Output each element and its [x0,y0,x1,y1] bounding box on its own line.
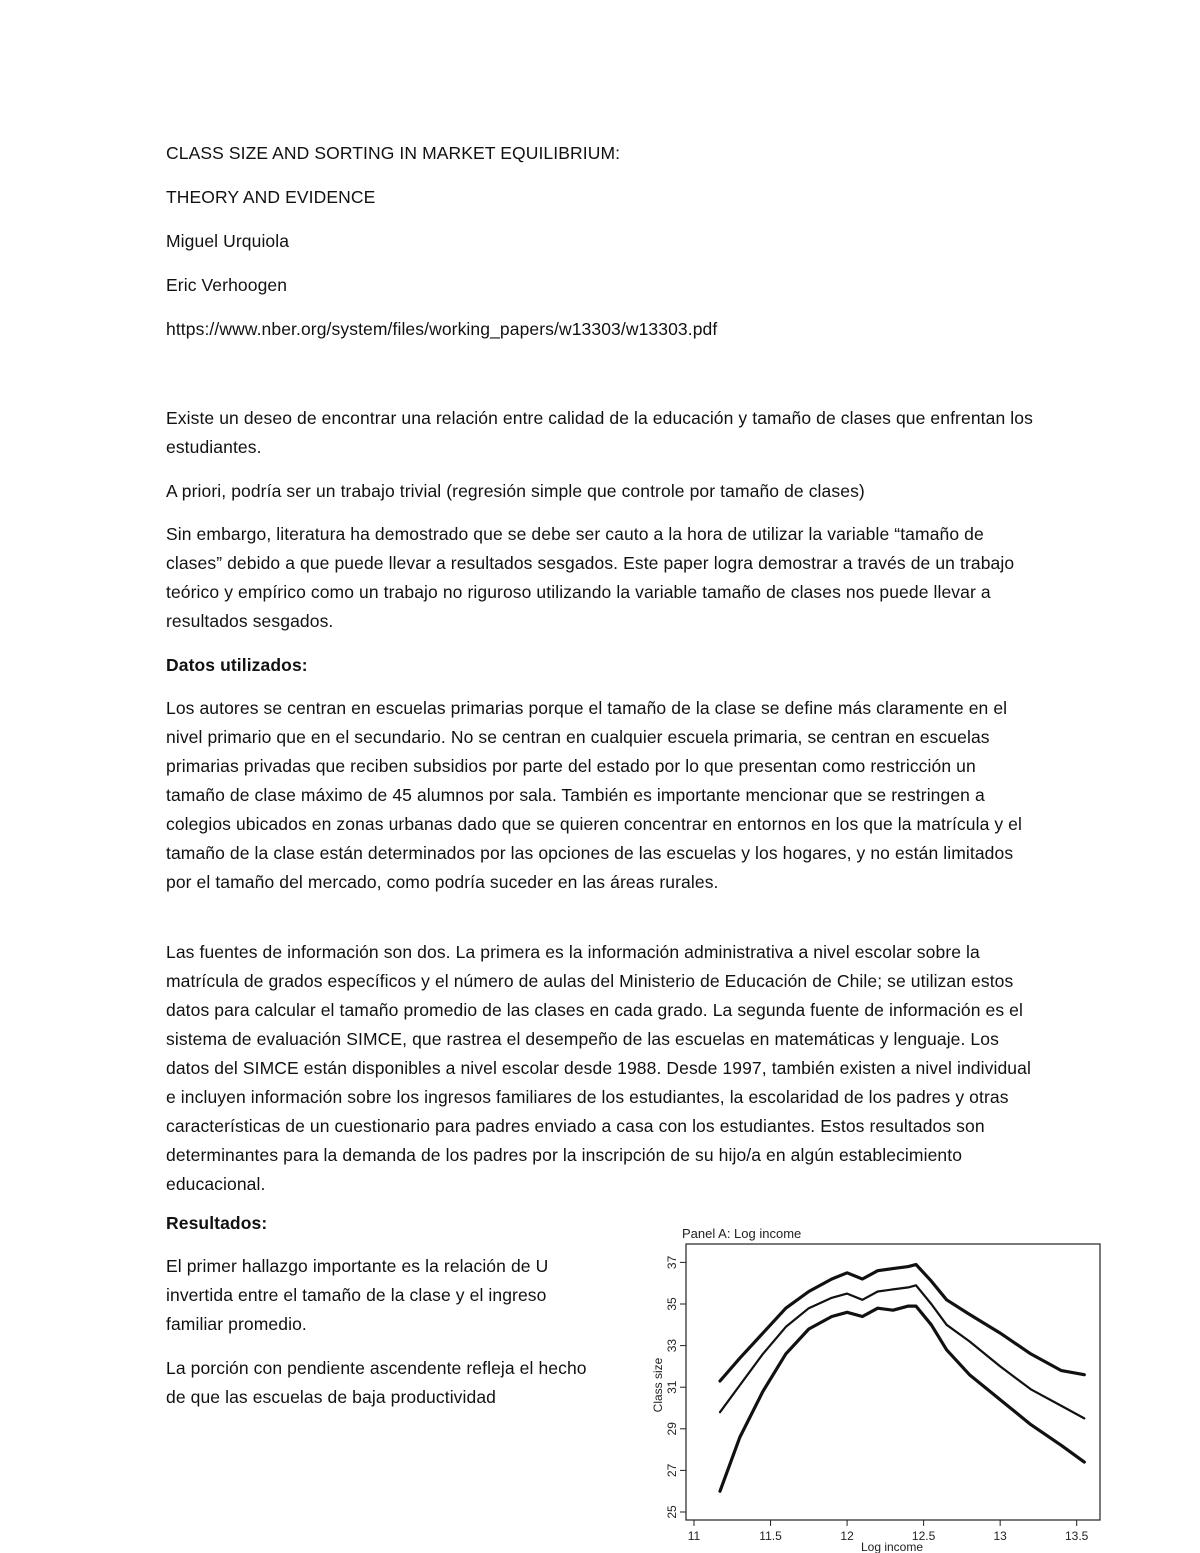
x-tick-label: 12 [840,1529,854,1543]
paragraph-intro: Existe un deseo de encontrar una relación entre calidad de la educación y tamaño de clases que enfrentan los estudiantes. [166,408,1033,457]
y-tick-label: 33 [665,1338,679,1353]
author-name: Miguel Urquiola [166,231,290,251]
chart-svg [640,1220,1110,1553]
y-tick-label: 31 [665,1380,679,1394]
series-lines [720,1265,1084,1492]
paragraph-fuentes: Las fuentes de información son dos. La primera es la información administrativa a nivel escolar sobre la matrícula de grados específicos y el número de aulas del Ministerio de Educación de Chile; se utilizan estos datos para calcular el tamaño promedio de las clases en cada grado. La segunda fuente de información es el sistema de evaluación SIMCE, que rastrea el desempeño de las escuelas en matemáticas y lenguaje. Los datos del SIMCE están disponibles a nivel escolar desde 1988. Desde 1997, también existen a nivel individual e incluyen información sobre los ingresos familiares de los estudiantes, la escolaridad de los padres y otras características de un cuestionario para padres enviado a casa con los estudiantes. Estos resultados son determinantes para la demanda de los padres por la inscripción de su hijo/a en algún establecimiento educacional. [166,942,1031,1194]
x-tick-label: 13.5 [1065,1529,1089,1543]
paper-title-line2: THEORY AND EVIDENCE [166,187,376,207]
x-tick-label: 13 [993,1529,1007,1543]
y-axis-label: Class size [651,1357,665,1413]
y-tick-label: 35 [665,1297,679,1311]
y-tick-label: 37 [665,1255,679,1270]
paragraph-resultados-2: La porción con pendiente ascendente refleja el hecho de que las escuelas de baja productividad [166,1358,587,1407]
paragraph-sin-embargo: Sin embargo, literatura ha demostrado que se debe ser cauto a la hora de utilizar la variable “tamaño de clases” debido a que puede llevar a resultados sesgados. Este paper logra demostrar a través de un trabajo teórico y empírico como un trabajo no riguroso utilizando la variable tamaño de clases nos puede llevar a resultados sesgados. [166,524,1015,631]
x-tick-label: 11 [687,1529,701,1543]
section-heading-datos: Datos utilizados: [166,655,308,675]
y-tick-label: 25 [665,1505,679,1519]
y-tick-label: 27 [665,1463,679,1478]
author-name: Eric Verhoogen [166,275,288,295]
chart-title: Panel A: Log income [682,1226,802,1241]
section-heading-resultados: Resultados: [166,1213,268,1233]
paragraph-resultados-1: El primer hallazgo importante es la relación de U invertida entre el tamaño de la clase y el ingreso familiar promedio. [166,1256,549,1334]
paper-url-link[interactable]: https://www.nber.org/system/files/working_papers/w13303/w13303.pdf [166,319,718,339]
series-line [720,1265,1084,1382]
paragraph-datos: Los autores se centran en escuelas primarias porque el tamaño de la clase se define más claramente en el nivel primario que en el secundario. No se centran en cualquier escuela primaria, se centran en escuelas primarias privadas que reciben subsidios por parte del estado por lo que presentan como restricción un tamaño de clase máximo de 45 alumnos por sala. También es importante mencionar que se restringen a colegios ubicados en zonas urbanas dado que se quieren concentrar en entornos en los que la matrícula y el tamaño de la clase están determinados por las opciones de las escuelas y los hogares, y no están limitados por el tamaño del mercado, como podría suceder en las áreas rurales. [166,698,1023,892]
paper-title-line1: CLASS SIZE AND SORTING IN MARKET EQUILIBRIUM: [166,143,621,163]
class-size-chart [640,1220,1110,1553]
y-tick-label: 29 [665,1422,679,1436]
x-tick-label: 11.5 [759,1529,782,1543]
plot-frame [686,1244,1100,1520]
series-line [720,1306,1084,1491]
x-axis-label: Log income [860,1540,924,1553]
x-tick-label: 12.5 [911,1529,936,1543]
paragraph-apriori: A priori, podría ser un trabajo trivial (regresión simple que controle por tamaño de clases) [166,481,865,501]
